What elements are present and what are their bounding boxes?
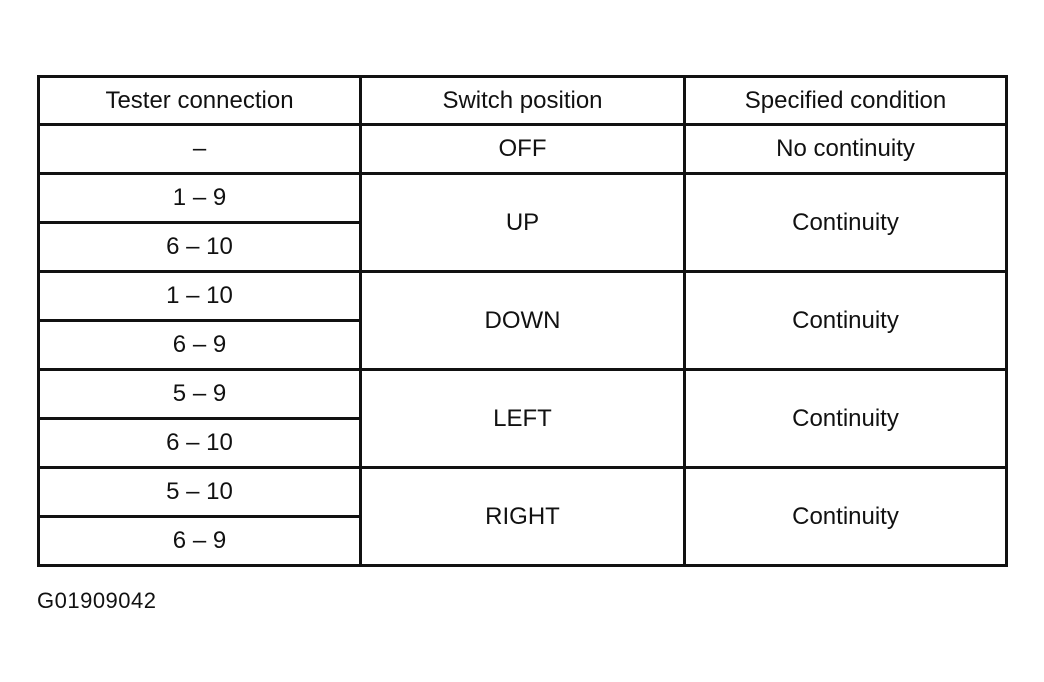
cell-switch-position: OFF xyxy=(361,125,685,174)
table-row-down-1 xyxy=(39,272,1007,321)
cell-switch-position: RIGHT xyxy=(361,468,685,566)
header-tester-connection: Tester connection xyxy=(39,77,361,125)
figure-code: G01909042 xyxy=(37,588,157,613)
cell-switch-position: UP xyxy=(361,174,685,272)
cell-tester-connection: – xyxy=(39,125,361,174)
cell-tester-connection: 1 – 9 xyxy=(39,174,361,223)
table-header-row xyxy=(39,77,1007,125)
cell-specified-condition: Continuity xyxy=(685,272,1007,370)
cell-tester-connection: 6 – 9 xyxy=(39,517,361,566)
table-row-up-1 xyxy=(39,174,1007,223)
header-switch-position: Switch position xyxy=(361,77,685,125)
cell-tester-connection: 6 – 9 xyxy=(39,321,361,370)
cell-specified-condition: Continuity xyxy=(685,174,1007,272)
cell-tester-connection: 6 – 10 xyxy=(39,419,361,468)
table-row-right-1 xyxy=(39,468,1007,517)
cell-switch-position: DOWN xyxy=(361,272,685,370)
table-row-off xyxy=(39,125,1007,174)
cell-switch-position: LEFT xyxy=(361,370,685,468)
cell-tester-connection: 1 – 10 xyxy=(39,272,361,321)
cell-specified-condition: Continuity xyxy=(685,370,1007,468)
cell-tester-connection: 5 – 10 xyxy=(39,468,361,517)
cell-tester-connection: 6 – 10 xyxy=(39,223,361,272)
cell-specified-condition: Continuity xyxy=(685,468,1007,566)
switch-inspection-table xyxy=(37,75,1008,567)
cell-tester-connection: 5 – 9 xyxy=(39,370,361,419)
header-specified-condition: Specified condition xyxy=(685,77,1007,125)
table-row-left-1 xyxy=(39,370,1007,419)
cell-specified-condition: No continuity xyxy=(685,125,1007,174)
